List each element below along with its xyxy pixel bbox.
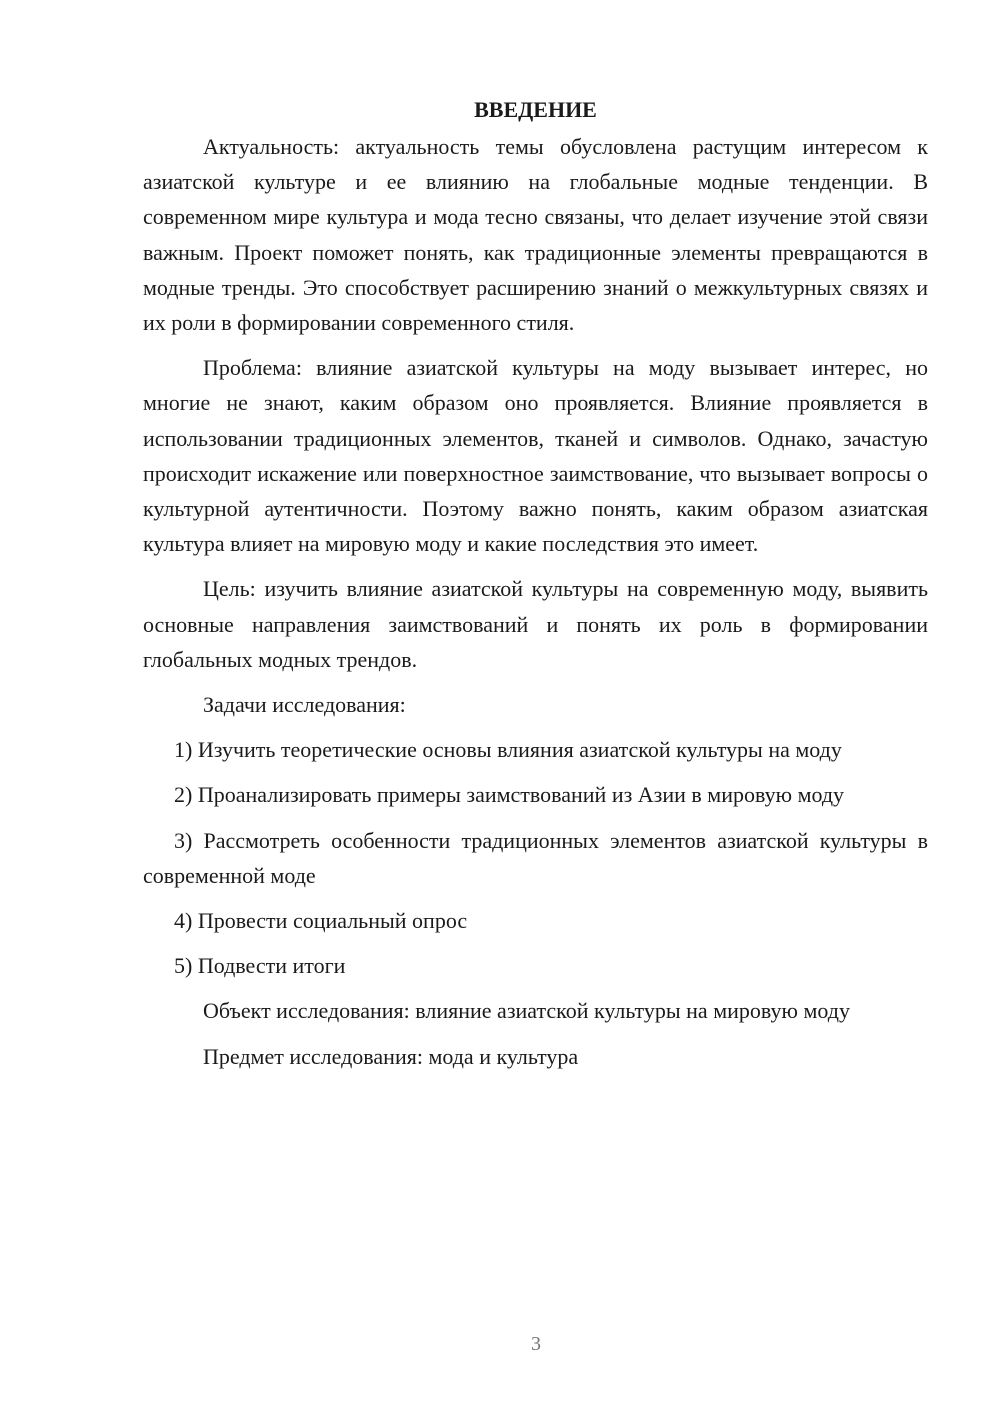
problem-paragraph: Проблема: влияние азиатской культуры на моду вызывает интерес, но многие не знают, каким образом оно проявляется. Влияние проявляется в использовании традиционных элементов, тканей и символов. Однако, зачастую происходит искажение или поверхностное заимствование, что вызывает вопросы о культурной аутентичности. Поэтому важно понять, каким образом азиатская культура влияет на мировую моду и какие последствия это имеет. <box>143 355 928 557</box>
goal-paragraph: Цель: изучить влияние азиатской культуры на современную моду, выявить основные направления заимствований и понять их роль в формировании глобальных модных трендов. <box>143 576 928 672</box>
research-subject-paragraph: Предмет исследования: мода и культура <box>203 1043 579 1069</box>
page-content <box>143 92 928 1074</box>
tasks-heading: Задачи исследования: <box>203 692 406 718</box>
research-object-paragraph: Объект исследования: влияние азиатской культуры на мировую моду <box>203 998 850 1024</box>
task-item-5: 5) Подвести итоги <box>174 953 346 979</box>
section-heading: ВВЕДЕНИЕ <box>474 97 597 122</box>
task-item-2: 2) Проанализировать примеры заимствований из Азии в мировую моду <box>174 782 845 808</box>
task-item-4: 4) Провести социальный опрос <box>174 908 468 934</box>
page-number: 3 <box>531 1333 541 1355</box>
relevance-paragraph: Актуальность: актуальность темы обусловлена растущим интересом к азиатской культуре и ее влиянию на глобальные модные тенденции. В современном мире культура и мода тесно связаны, что делает изучение этой связи важным. Проект поможет понять, как традиционные элементы превращаются в модные тренды. Это способствует расширению знаний о межкультурных связях и их роли в формировании современного стиля. <box>143 134 928 336</box>
task-item-1: 1) Изучить теоретические основы влияния азиатской культуры на моду <box>174 737 842 763</box>
task-item-3: 3) Рассмотреть особенности традиционных элементов азиатской культуры в современной моде <box>143 827 928 888</box>
